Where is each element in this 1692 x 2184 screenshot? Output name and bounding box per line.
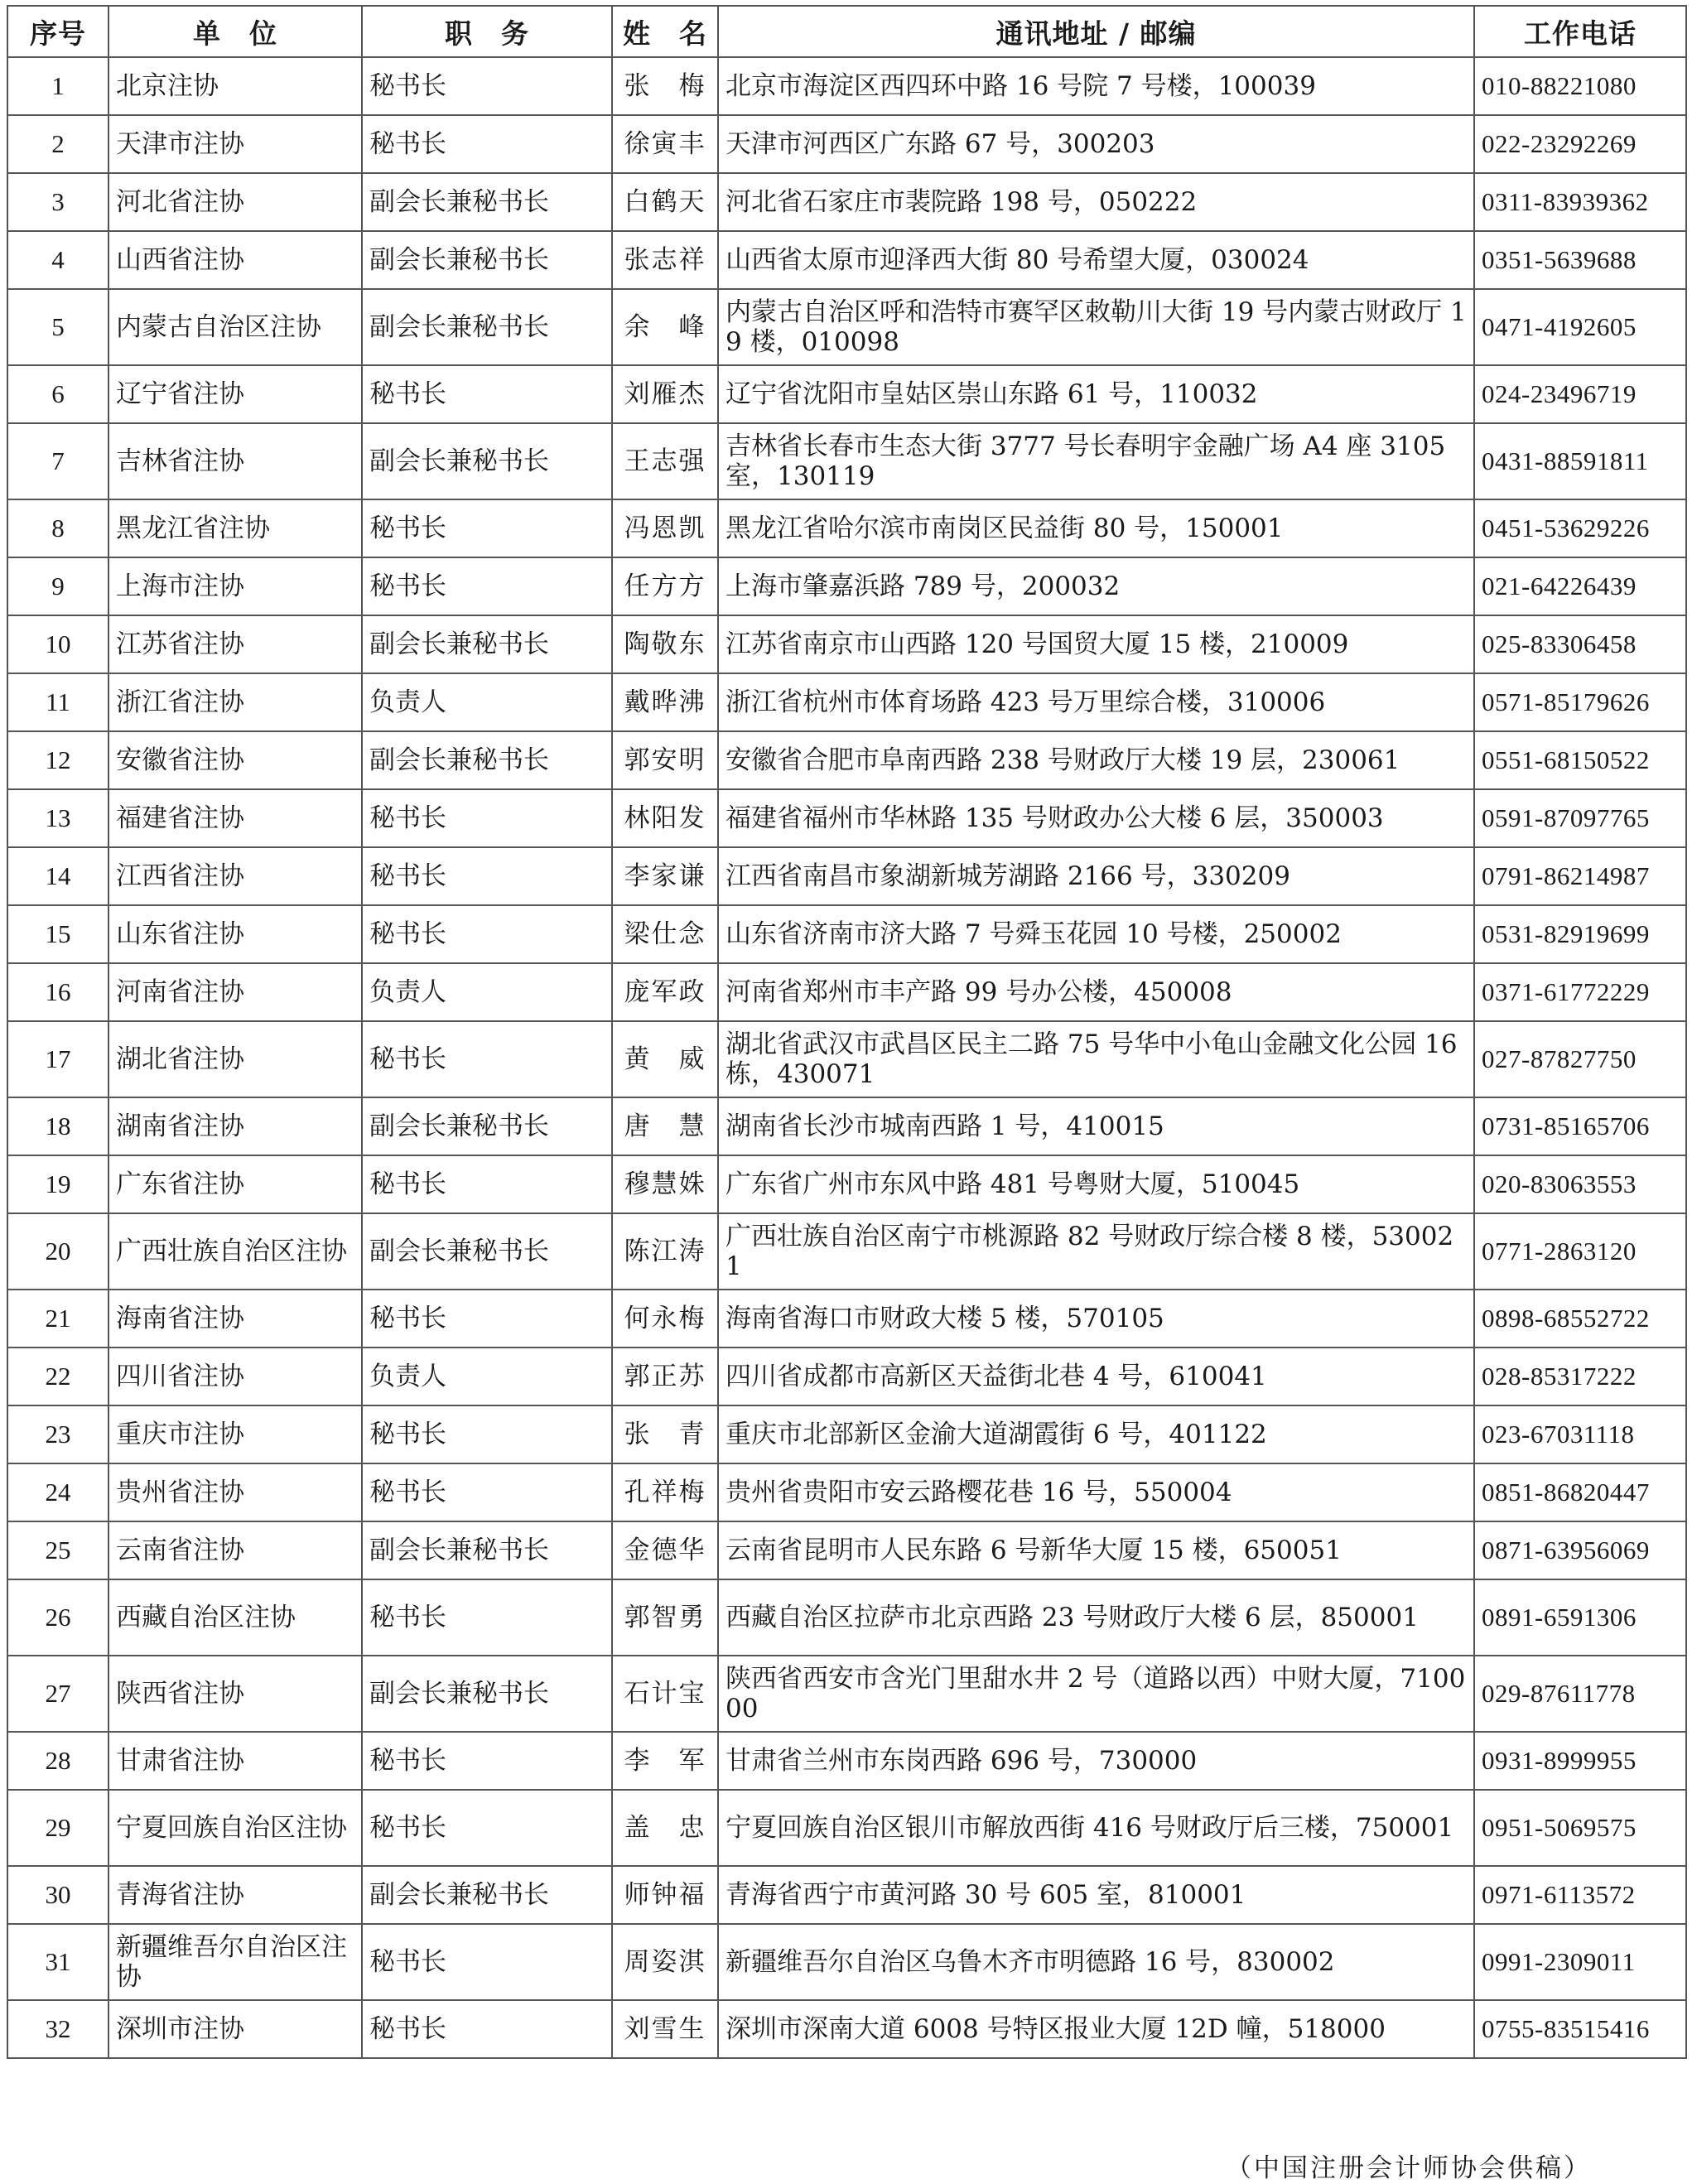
table-row xyxy=(7,1866,1686,1924)
cell-role: 秘书长 xyxy=(362,1924,612,2000)
cell-role: 秘书长 xyxy=(362,905,612,963)
header-address: 通讯地址 / 邮编 xyxy=(718,6,1474,57)
cell-role: 秘书长 xyxy=(362,1463,612,1521)
cell-role: 秘书长 xyxy=(362,2000,612,2058)
cell-index: 15 xyxy=(7,905,108,963)
cell-phone: 0991-2309011 xyxy=(1474,1924,1686,2000)
cell-index: 31 xyxy=(7,1924,108,2000)
cell-name: 梁仕念 xyxy=(612,905,718,963)
table-row xyxy=(7,905,1686,963)
cell-phone: 0971-6113572 xyxy=(1474,1866,1686,1924)
cell-unit: 云南省注协 xyxy=(108,1521,362,1579)
cell-index: 29 xyxy=(7,1790,108,1866)
cell-index: 6 xyxy=(7,365,108,423)
cell-index: 8 xyxy=(7,499,108,557)
table-row xyxy=(7,1924,1686,2000)
cell-name: 陶敬东 xyxy=(612,615,718,673)
cell-unit: 山东省注协 xyxy=(108,905,362,963)
cell-name: 白鹤天 xyxy=(612,173,718,231)
cell-index: 20 xyxy=(7,1213,108,1290)
cell-unit: 辽宁省注协 xyxy=(108,365,362,423)
cell-index: 27 xyxy=(7,1656,108,1732)
header-name: 姓 名 xyxy=(612,6,718,57)
cell-phone: 022-23292269 xyxy=(1474,115,1686,173)
cell-name: 金德华 xyxy=(612,1521,718,1579)
cell-index: 18 xyxy=(7,1097,108,1155)
cell-unit: 宁夏回族自治区注协 xyxy=(108,1790,362,1866)
cell-address: 安徽省合肥市阜南西路 238 号财政厅大楼 19 层，230061 xyxy=(718,731,1474,789)
cell-address: 贵州省贵阳市安云路樱花巷 16 号，550004 xyxy=(718,1463,1474,1521)
cell-name: 刘雁杰 xyxy=(612,365,718,423)
cell-phone: 0551-68150522 xyxy=(1474,731,1686,789)
cell-name: 盖 忠 xyxy=(612,1790,718,1866)
cell-role: 秘书长 xyxy=(362,499,612,557)
table-row xyxy=(7,615,1686,673)
cell-role: 秘书长 xyxy=(362,789,612,847)
cell-address: 海南省海口市财政大楼 5 楼，570105 xyxy=(718,1290,1474,1348)
cell-role: 副会长兼秘书长 xyxy=(362,231,612,289)
source-note: （中国注册会计师协会供稿） xyxy=(1226,2153,1592,2183)
cell-phone: 0791-86214987 xyxy=(1474,847,1686,905)
table-row xyxy=(7,1656,1686,1732)
table-row xyxy=(7,1521,1686,1579)
cell-phone: 0931-8999955 xyxy=(1474,1732,1686,1790)
cell-address: 上海市肇嘉浜路 789 号，200032 xyxy=(718,557,1474,615)
cell-index: 26 xyxy=(7,1579,108,1656)
cell-address: 辽宁省沈阳市皇姑区崇山东路 61 号，110032 xyxy=(718,365,1474,423)
cell-unit: 安徽省注协 xyxy=(108,731,362,789)
cell-phone: 0871-63956069 xyxy=(1474,1521,1686,1579)
cell-role: 副会长兼秘书长 xyxy=(362,1521,612,1579)
cell-name: 陈江涛 xyxy=(612,1213,718,1290)
table-row xyxy=(7,1213,1686,1290)
cell-phone: 028-85317222 xyxy=(1474,1348,1686,1405)
cell-address: 青海省西宁市黄河路 30 号 605 室，810001 xyxy=(718,1866,1474,1924)
cell-index: 16 xyxy=(7,963,108,1021)
cell-unit: 福建省注协 xyxy=(108,789,362,847)
cicpa-directory-table xyxy=(7,5,1687,2059)
cell-name: 穆慧姝 xyxy=(612,1155,718,1213)
cell-unit: 北京注协 xyxy=(108,57,362,115)
cell-name: 任方方 xyxy=(612,557,718,615)
cell-phone: 0898-68552722 xyxy=(1474,1290,1686,1348)
cell-role: 秘书长 xyxy=(362,1021,612,1097)
header-role: 职 务 xyxy=(362,6,612,57)
cell-name: 庞军政 xyxy=(612,963,718,1021)
cell-role: 副会长兼秘书长 xyxy=(362,1656,612,1732)
table-row xyxy=(7,789,1686,847)
header-unit: 单 位 xyxy=(108,6,362,57)
cell-role: 负责人 xyxy=(362,673,612,731)
cell-unit: 广西壮族自治区注协 xyxy=(108,1213,362,1290)
cell-name: 张 梅 xyxy=(612,57,718,115)
table-row xyxy=(7,963,1686,1021)
cell-index: 28 xyxy=(7,1732,108,1790)
cell-name: 石计宝 xyxy=(612,1656,718,1732)
cell-role: 副会长兼秘书长 xyxy=(362,1866,612,1924)
cell-unit: 江苏省注协 xyxy=(108,615,362,673)
cell-phone: 024-23496719 xyxy=(1474,365,1686,423)
cell-unit: 新疆维吾尔自治区注协 xyxy=(108,1924,362,2000)
cell-role: 副会长兼秘书长 xyxy=(362,1213,612,1290)
table-row xyxy=(7,423,1686,499)
table-row xyxy=(7,57,1686,115)
cell-unit: 山西省注协 xyxy=(108,231,362,289)
cell-role: 副会长兼秘书长 xyxy=(362,173,612,231)
cell-phone: 0951-5069575 xyxy=(1474,1790,1686,1866)
cell-index: 19 xyxy=(7,1155,108,1213)
cell-unit: 河南省注协 xyxy=(108,963,362,1021)
cell-name: 师钟福 xyxy=(612,1866,718,1924)
cell-role: 秘书长 xyxy=(362,1732,612,1790)
cell-address: 天津市河西区广东路 67 号，300203 xyxy=(718,115,1474,173)
cell-unit: 海南省注协 xyxy=(108,1290,362,1348)
cell-unit: 西藏自治区注协 xyxy=(108,1579,362,1656)
cell-name: 王志强 xyxy=(612,423,718,499)
cell-unit: 深圳市注协 xyxy=(108,2000,362,2058)
table-row xyxy=(7,115,1686,173)
cell-address: 陕西省西安市含光门里甜水井 2 号（道路以西）中财大厦，710000 xyxy=(718,1656,1474,1732)
cell-index: 30 xyxy=(7,1866,108,1924)
cell-address: 湖北省武汉市武昌区民主二路 75 号华中小龟山金融文化公园 16 栋，430071 xyxy=(718,1021,1474,1097)
cell-address: 北京市海淀区西四环中路 16 号院 7 号楼，100039 xyxy=(718,57,1474,115)
cell-role: 副会长兼秘书长 xyxy=(362,423,612,499)
cell-unit: 天津市注协 xyxy=(108,115,362,173)
cell-address: 宁夏回族自治区银川市解放西街 416 号财政厅后三楼，750001 xyxy=(718,1790,1474,1866)
cell-address: 江苏省南京市山西路 120 号国贸大厦 15 楼，210009 xyxy=(718,615,1474,673)
table-row xyxy=(7,1021,1686,1097)
table-row xyxy=(7,1290,1686,1348)
cell-index: 11 xyxy=(7,673,108,731)
cell-phone: 029-87611778 xyxy=(1474,1656,1686,1732)
cell-index: 24 xyxy=(7,1463,108,1521)
table-row xyxy=(7,1097,1686,1155)
cell-address: 内蒙古自治区呼和浩特市赛罕区敕勒川大街 19 号内蒙古财政厅 19 楼，010098 xyxy=(718,289,1474,365)
cell-unit: 内蒙古自治区注协 xyxy=(108,289,362,365)
cell-name: 李家谦 xyxy=(612,847,718,905)
table-row xyxy=(7,1732,1686,1790)
cell-index: 32 xyxy=(7,2000,108,2058)
cell-phone: 0371-61772229 xyxy=(1474,963,1686,1021)
cell-address: 广西壮族自治区南宁市桃源路 82 号财政厅综合楼 8 楼，530021 xyxy=(718,1213,1474,1290)
cell-index: 3 xyxy=(7,173,108,231)
cell-unit: 甘肃省注协 xyxy=(108,1732,362,1790)
cell-address: 福建省福州市华林路 135 号财政办公大楼 6 层，350003 xyxy=(718,789,1474,847)
cell-role: 副会长兼秘书长 xyxy=(362,1097,612,1155)
cell-phone: 020-83063553 xyxy=(1474,1155,1686,1213)
cell-address: 四川省成都市高新区天益街北巷 4 号，610041 xyxy=(718,1348,1474,1405)
cell-unit: 陕西省注协 xyxy=(108,1656,362,1732)
table-row xyxy=(7,1155,1686,1213)
cell-index: 7 xyxy=(7,423,108,499)
cell-address: 浙江省杭州市体育场路 423 号万里综合楼，310006 xyxy=(718,673,1474,731)
cell-index: 5 xyxy=(7,289,108,365)
cell-unit: 江西省注协 xyxy=(108,847,362,905)
cell-phone: 0731-85165706 xyxy=(1474,1097,1686,1155)
cell-address: 新疆维吾尔自治区乌鲁木齐市明德路 16 号，830002 xyxy=(718,1924,1474,2000)
table-row xyxy=(7,1463,1686,1521)
cell-index: 25 xyxy=(7,1521,108,1579)
cell-phone: 0571-85179626 xyxy=(1474,673,1686,731)
cell-address: 山西省太原市迎泽西大街 80 号希望大厦，030024 xyxy=(718,231,1474,289)
cell-address: 广东省广州市东风中路 481 号粤财大厦，510045 xyxy=(718,1155,1474,1213)
cell-unit: 浙江省注协 xyxy=(108,673,362,731)
cell-role: 副会长兼秘书长 xyxy=(362,731,612,789)
cell-name: 郭安明 xyxy=(612,731,718,789)
table-row xyxy=(7,673,1686,731)
cell-role: 负责人 xyxy=(362,1348,612,1405)
cell-index: 17 xyxy=(7,1021,108,1097)
cell-index: 23 xyxy=(7,1405,108,1463)
table-row xyxy=(7,365,1686,423)
cell-name: 林阳发 xyxy=(612,789,718,847)
cell-role: 副会长兼秘书长 xyxy=(362,615,612,673)
cell-address: 黑龙江省哈尔滨市南岗区民益街 80 号，150001 xyxy=(718,499,1474,557)
cell-address: 江西省南昌市象湖新城芳湖路 2166 号，330209 xyxy=(718,847,1474,905)
cell-unit: 四川省注协 xyxy=(108,1348,362,1405)
cell-role: 秘书长 xyxy=(362,57,612,115)
cell-index: 1 xyxy=(7,57,108,115)
cell-role: 秘书长 xyxy=(362,1790,612,1866)
cell-address: 云南省昆明市人民东路 6 号新华大厦 15 楼，650051 xyxy=(718,1521,1474,1579)
cell-role: 秘书长 xyxy=(362,115,612,173)
cell-name: 何永梅 xyxy=(612,1290,718,1348)
cell-role: 副会长兼秘书长 xyxy=(362,289,612,365)
cell-index: 14 xyxy=(7,847,108,905)
cell-index: 10 xyxy=(7,615,108,673)
cell-role: 秘书长 xyxy=(362,847,612,905)
cell-phone: 021-64226439 xyxy=(1474,557,1686,615)
cell-address: 河北省石家庄市裴院路 198 号，050222 xyxy=(718,173,1474,231)
cell-name: 李 军 xyxy=(612,1732,718,1790)
cell-phone: 0771-2863120 xyxy=(1474,1213,1686,1290)
cell-phone: 0351-5639688 xyxy=(1474,231,1686,289)
cell-name: 徐寅丰 xyxy=(612,115,718,173)
cell-name: 戴晔沸 xyxy=(612,673,718,731)
cell-name: 唐 慧 xyxy=(612,1097,718,1155)
cell-unit: 湖北省注协 xyxy=(108,1021,362,1097)
cell-phone: 0431-88591811 xyxy=(1474,423,1686,499)
header-index: 序号 xyxy=(7,6,108,57)
table-row xyxy=(7,731,1686,789)
cell-phone: 0531-82919699 xyxy=(1474,905,1686,963)
cell-name: 孔祥梅 xyxy=(612,1463,718,1521)
cell-phone: 023-67031118 xyxy=(1474,1405,1686,1463)
cell-address: 山东省济南市济大路 7 号舜玉花园 10 号楼，250002 xyxy=(718,905,1474,963)
cell-name: 刘雪生 xyxy=(612,2000,718,2058)
cell-phone: 0851-86820447 xyxy=(1474,1463,1686,1521)
cell-phone: 0311-83939362 xyxy=(1474,173,1686,231)
cell-role: 秘书长 xyxy=(362,557,612,615)
table-row xyxy=(7,499,1686,557)
table-row xyxy=(7,847,1686,905)
cell-phone: 027-87827750 xyxy=(1474,1021,1686,1097)
table-body xyxy=(7,57,1686,2058)
cell-unit: 青海省注协 xyxy=(108,1866,362,1924)
cell-unit: 贵州省注协 xyxy=(108,1463,362,1521)
table-row xyxy=(7,173,1686,231)
cell-address: 重庆市北部新区金渝大道湖霞街 6 号，401122 xyxy=(718,1405,1474,1463)
cell-name: 余 峰 xyxy=(612,289,718,365)
table-row xyxy=(7,2000,1686,2058)
cell-role: 秘书长 xyxy=(362,1155,612,1213)
cell-index: 2 xyxy=(7,115,108,173)
table-row xyxy=(7,231,1686,289)
cell-phone: 010-88221080 xyxy=(1474,57,1686,115)
cell-index: 4 xyxy=(7,231,108,289)
cell-unit: 广东省注协 xyxy=(108,1155,362,1213)
header-phone: 工作电话 xyxy=(1474,6,1686,57)
cell-unit: 吉林省注协 xyxy=(108,423,362,499)
cell-address: 甘肃省兰州市东岗西路 696 号，730000 xyxy=(718,1732,1474,1790)
cell-unit: 重庆市注协 xyxy=(108,1405,362,1463)
cell-unit: 黑龙江省注协 xyxy=(108,499,362,557)
table-row xyxy=(7,1405,1686,1463)
cell-name: 张 青 xyxy=(612,1405,718,1463)
cell-role: 秘书长 xyxy=(362,365,612,423)
cell-address: 湖南省长沙市城南西路 1 号，410015 xyxy=(718,1097,1474,1155)
cell-role: 秘书长 xyxy=(362,1405,612,1463)
table-row xyxy=(7,557,1686,615)
cell-index: 22 xyxy=(7,1348,108,1405)
cell-role: 负责人 xyxy=(362,963,612,1021)
cell-role: 秘书长 xyxy=(362,1579,612,1656)
table-row xyxy=(7,1790,1686,1866)
cell-index: 12 xyxy=(7,731,108,789)
table-row xyxy=(7,1348,1686,1405)
cell-name: 郭智勇 xyxy=(612,1579,718,1656)
table-row xyxy=(7,1579,1686,1656)
cell-phone: 0451-53629226 xyxy=(1474,499,1686,557)
cell-address: 吉林省长春市生态大街 3777 号长春明宇金融广场 A4 座 3105 室，130119 xyxy=(718,423,1474,499)
cell-name: 张志祥 xyxy=(612,231,718,289)
cell-index: 9 xyxy=(7,557,108,615)
cell-index: 13 xyxy=(7,789,108,847)
cell-phone: 0891-6591306 xyxy=(1474,1579,1686,1656)
cell-address: 西藏自治区拉萨市北京西路 23 号财政厅大楼 6 层，850001 xyxy=(718,1579,1474,1656)
cell-unit: 上海市注协 xyxy=(108,557,362,615)
cell-index: 21 xyxy=(7,1290,108,1348)
cell-phone: 025-83306458 xyxy=(1474,615,1686,673)
cell-address: 河南省郑州市丰产路 99 号办公楼，450008 xyxy=(718,963,1474,1021)
cell-name: 周姿淇 xyxy=(612,1924,718,2000)
cell-unit: 湖南省注协 xyxy=(108,1097,362,1155)
cell-name: 黄 威 xyxy=(612,1021,718,1097)
cell-phone: 0591-87097765 xyxy=(1474,789,1686,847)
cell-phone: 0471-4192605 xyxy=(1474,289,1686,365)
cell-name: 郭正苏 xyxy=(612,1348,718,1405)
table-header-row xyxy=(7,6,1686,57)
cell-unit: 河北省注协 xyxy=(108,173,362,231)
cell-phone: 0755-83515416 xyxy=(1474,2000,1686,2058)
cell-name: 冯恩凯 xyxy=(612,499,718,557)
table-row xyxy=(7,289,1686,365)
cell-role: 秘书长 xyxy=(362,1290,612,1348)
cell-address: 深圳市深南大道 6008 号特区报业大厦 12D 幢，518000 xyxy=(718,2000,1474,2058)
